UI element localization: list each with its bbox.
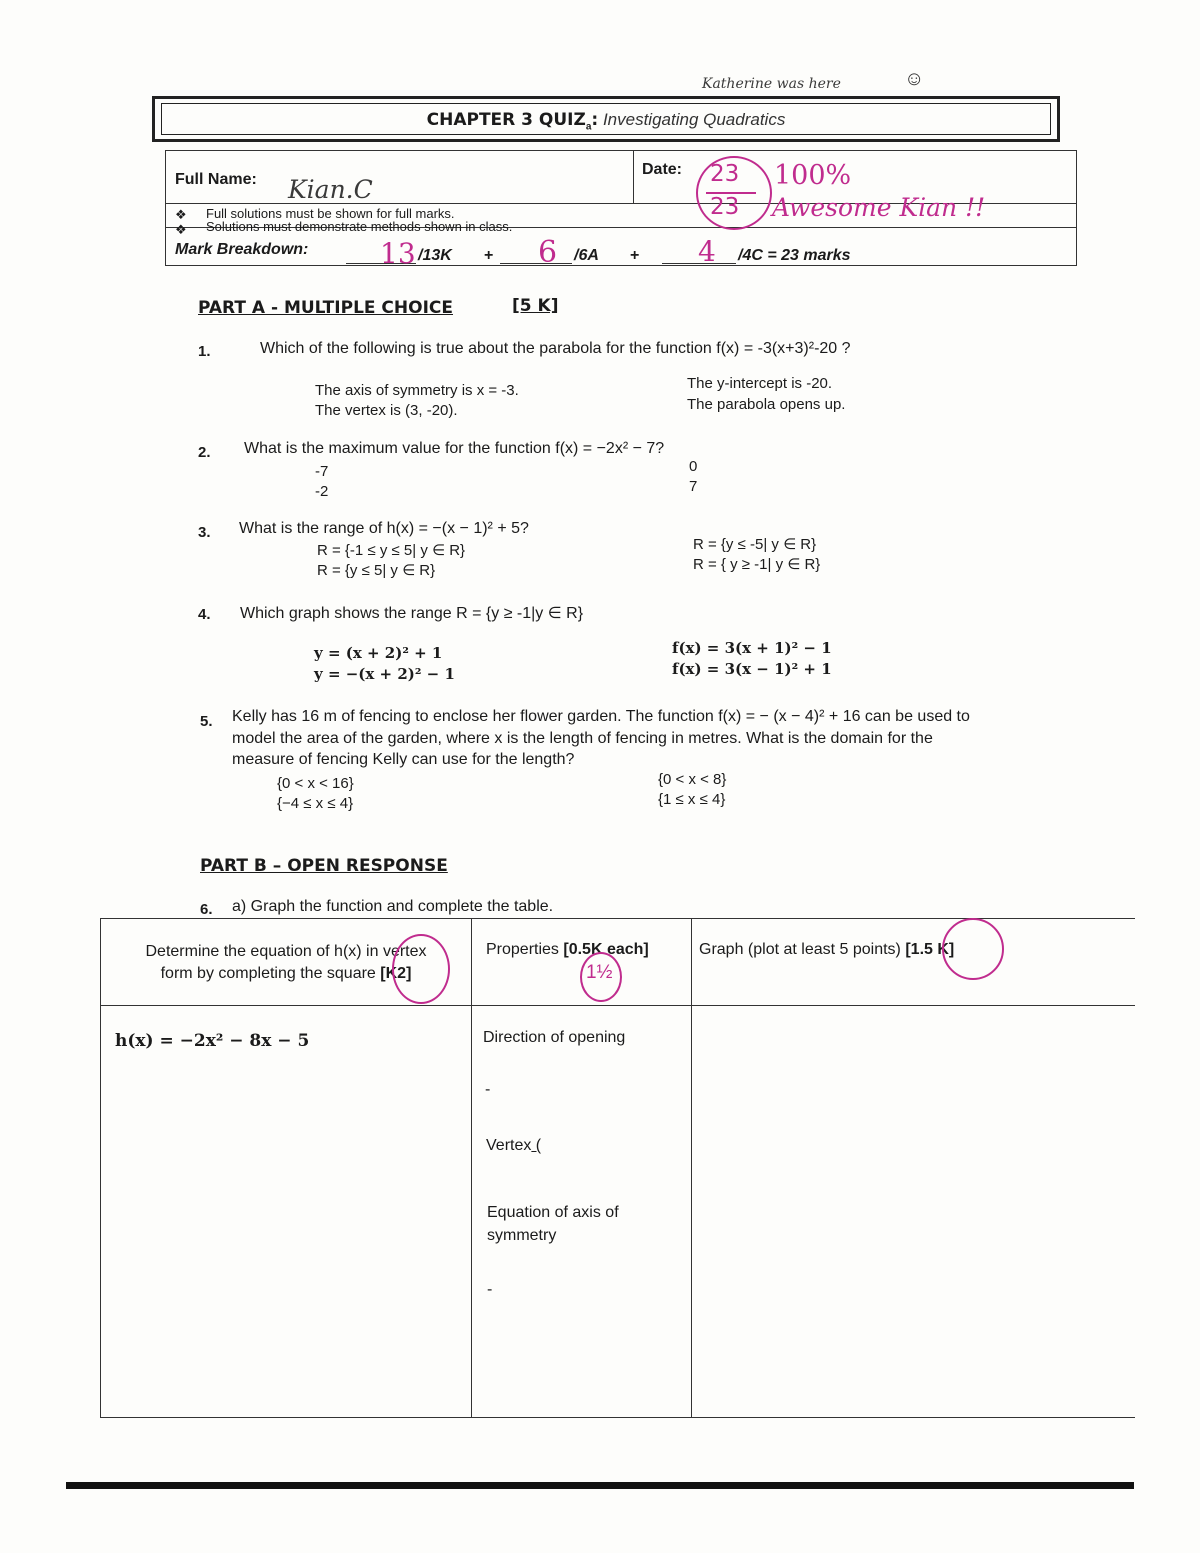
- question-text: Which of the following is true about the parabola for the function f(x) = -3(x+3)²-20 ?: [260, 340, 851, 357]
- open-response-table: [100, 918, 1135, 1418]
- handwritten-scribble: Katherine was here: [702, 76, 841, 92]
- question-number: 6.: [200, 901, 213, 918]
- page-edge: [66, 1482, 1134, 1489]
- col2-marks: [0.5K each]: [563, 941, 649, 958]
- col3-header: [699, 939, 954, 961]
- diamond-bullet-icon: ❖: [175, 207, 187, 222]
- col2-header: [486, 939, 649, 961]
- question-number: 2.: [198, 444, 211, 461]
- answer-option[interactable]: y = −(x + 2)² − 1: [314, 665, 455, 683]
- marks-circle: [392, 934, 450, 1004]
- property-vertex: Vertex (: [486, 1137, 542, 1154]
- property-axis-line1: Equation of axis of: [487, 1204, 619, 1221]
- col1-header-line2: form by completing the square: [160, 965, 376, 982]
- quiz-title-box: [152, 96, 1060, 142]
- answer-option[interactable]: The axis of symmetry is x = -3.: [315, 382, 519, 399]
- answer-option[interactable]: f(x) = 3(x + 1)² − 1: [672, 639, 832, 657]
- full-name-label: Full Name:: [175, 171, 257, 188]
- property-axis-line2: symmetry: [487, 1227, 557, 1244]
- instruction-1: Full solutions must be shown for full marks.: [206, 206, 455, 221]
- c-total: /4C = 23 marks: [738, 247, 851, 264]
- answer-option[interactable]: The parabola opens up.: [687, 396, 846, 413]
- question-number: 5.: [200, 713, 213, 730]
- answer-option[interactable]: R = { y ≥ -1| y ∈ R}: [693, 556, 821, 573]
- question-text-line: model the area of the garden, where x is the length of fencing in metres. What is the domain for the: [232, 730, 933, 747]
- answer-option[interactable]: f(x) = 3(x − 1)² + 1: [672, 660, 832, 678]
- k-total: /13K: [418, 247, 452, 264]
- plus-sign: +: [630, 247, 640, 264]
- chapter-colon: :: [591, 110, 599, 130]
- date-label: Date:: [642, 161, 683, 178]
- question-text-line: Kelly has 16 m of fencing to enclose her flower garden. The function f(x) = − (x − 4)² + 16 can be used to: [232, 708, 970, 725]
- k-score: 13: [380, 237, 416, 270]
- answer-option[interactable]: y = (x + 2)² + 1: [314, 644, 443, 662]
- quiz-title: [161, 103, 1051, 135]
- instruction-2: Solutions must demonstrate methods shown in class.: [206, 219, 513, 234]
- answer-blank[interactable]: -: [485, 1081, 491, 1098]
- c-score: 4: [698, 235, 716, 268]
- property-vertex-label: Vertex: [486, 1137, 532, 1154]
- question-number: 1.: [198, 343, 211, 360]
- plus-sign: +: [484, 247, 494, 264]
- col2-score: 1½: [586, 962, 613, 983]
- question-text: Which graph shows the range R = {y ≥ -1|y ∈ R}: [240, 605, 584, 622]
- question-number: 3.: [198, 524, 211, 541]
- mark-breakdown-label: Mark Breakdown:: [175, 241, 309, 258]
- divider: [633, 151, 634, 203]
- table-divider: [471, 919, 472, 1417]
- part-a-marks: [5 K]: [512, 296, 559, 316]
- answer-option[interactable]: R = {y ≤ -5| y ∈ R}: [693, 536, 817, 553]
- answer-option[interactable]: 0: [689, 458, 698, 475]
- part-a-title: PART A - MULTIPLE CHOICE: [198, 298, 453, 318]
- function-equation: h(x) = −2x² − 8x − 5: [115, 1031, 310, 1051]
- answer-option[interactable]: R = {y ≤ 5| y ∈ R}: [317, 562, 436, 579]
- full-name-value[interactable]: Kian.C: [288, 175, 373, 204]
- chapter-subscript: a: [585, 121, 592, 133]
- answer-option[interactable]: R = {-1 ≤ y ≤ 5| y ∈ R}: [317, 542, 466, 559]
- part-b-title: PART B – OPEN RESPONSE: [200, 856, 448, 876]
- chapter-topic: Investigating Quadratics: [602, 110, 786, 129]
- diamond-bullet-icon: ❖: [175, 222, 187, 237]
- percent-score: 100%: [774, 160, 852, 191]
- answer-option[interactable]: {−4 ≤ x ≤ 4}: [277, 795, 354, 812]
- answer-option[interactable]: 7: [689, 478, 698, 495]
- graph-area[interactable]: [692, 1006, 1135, 1417]
- a-total: /6A: [574, 247, 599, 264]
- col1-marks: [K2]: [380, 965, 412, 982]
- praise-note: Awesome Kian !!: [772, 193, 986, 222]
- answer-option[interactable]: {0 < x < 16}: [277, 775, 354, 792]
- question-text: What is the maximum value for the function f(x) = −2x² − 7?: [244, 440, 665, 457]
- col3-marks: [1.5 K]: [905, 941, 955, 958]
- answer-option[interactable]: The y-intercept is -20.: [687, 375, 833, 392]
- a-score-line: [500, 263, 572, 264]
- chapter-label: CHAPTER 3 QUIZ: [426, 110, 586, 130]
- answer-option[interactable]: {1 ≤ x ≤ 4}: [658, 791, 726, 808]
- smiley-icon: ☺: [904, 68, 925, 90]
- answer-blank[interactable]: -: [487, 1281, 493, 1298]
- col1-header-line1: Determine the equation of h(x) in vertex: [145, 943, 427, 960]
- question-text: a) Graph the function and complete the table.: [232, 898, 554, 915]
- question-number: 4.: [198, 606, 211, 623]
- score-numerator: 23: [710, 161, 740, 187]
- property-direction: Direction of opening: [483, 1029, 626, 1046]
- question-text-line: measure of fencing Kelly can use for the length?: [232, 751, 575, 768]
- score-denominator: 23: [710, 194, 740, 220]
- col3-header-label: Graph (plot at least 5 points): [699, 941, 901, 958]
- a-score: 6: [538, 235, 558, 270]
- answer-option[interactable]: -7: [315, 463, 329, 480]
- question-text: What is the range of h(x) = −(x − 1)² + 5?: [239, 520, 529, 537]
- answer-option[interactable]: {0 < x < 8}: [658, 771, 727, 788]
- marks-circle: [942, 918, 1004, 980]
- answer-option[interactable]: -2: [315, 483, 329, 500]
- answer-option[interactable]: The vertex is (3, -20).: [315, 402, 458, 419]
- col2-header-label: Properties: [486, 941, 559, 958]
